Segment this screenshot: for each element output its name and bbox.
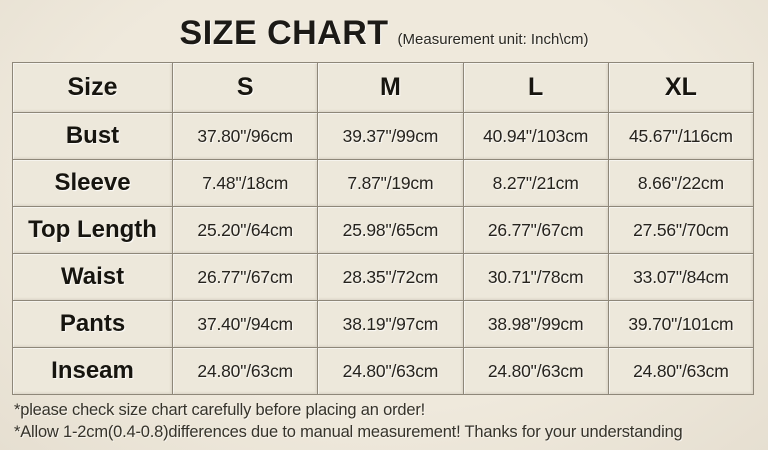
cell-bust-m: 39.37"/99cm: [318, 113, 463, 160]
cell-pants-xl: 39.70"/101cm: [608, 301, 753, 348]
table-row-waist: [13, 254, 754, 301]
table-row-bust: [13, 113, 754, 160]
cell-sleeve-xl: 8.66"/22cm: [608, 160, 753, 207]
column-header-s: S: [173, 63, 318, 113]
column-header-size: Size: [13, 63, 173, 113]
row-label-waist: Waist: [13, 254, 173, 301]
table-row-inseam: [13, 348, 754, 395]
cell-pants-m: 38.19"/97cm: [318, 301, 463, 348]
cell-waist-s: 26.77"/67cm: [173, 254, 318, 301]
cell-sleeve-l: 8.27"/21cm: [463, 160, 608, 207]
cell-pants-s: 37.40"/94cm: [173, 301, 318, 348]
note-check-chart: *please check size chart carefully before placing an order!: [14, 401, 426, 419]
cell-inseam-l: 24.80"/63cm: [463, 348, 608, 395]
table-row-sleeve: [13, 160, 754, 207]
cell-top-length-s: 25.20"/64cm: [173, 207, 318, 254]
cell-sleeve-s: 7.48"/18cm: [173, 160, 318, 207]
cell-waist-l: 30.71"/78cm: [463, 254, 608, 301]
page-subtitle: (Measurement unit: Inch\cm): [397, 31, 589, 48]
cell-bust-l: 40.94"/103cm: [463, 113, 608, 160]
row-label-top-length: Top Length: [13, 207, 173, 254]
row-label-pants: Pants: [13, 301, 173, 348]
footnotes: [14, 399, 762, 443]
cell-waist-xl: 33.07"/84cm: [608, 254, 753, 301]
row-label-sleeve: Sleeve: [13, 160, 173, 207]
column-header-m: M: [318, 63, 463, 113]
column-header-xl: XL: [608, 63, 753, 113]
cell-bust-s: 37.80"/96cm: [173, 113, 318, 160]
note-measurement-tolerance: *Allow 1-2cm(0.4-0.8)differences due to manual measurement! Thanks for your understanding: [14, 423, 683, 441]
cell-top-length-m: 25.98"/65cm: [318, 207, 463, 254]
cell-sleeve-m: 7.87"/19cm: [318, 160, 463, 207]
table-row-top-length: [13, 207, 754, 254]
cell-waist-m: 28.35"/72cm: [318, 254, 463, 301]
table-header-row: [13, 63, 754, 113]
cell-top-length-xl: 27.56"/70cm: [608, 207, 753, 254]
column-header-l: L: [463, 63, 608, 113]
row-label-bust: Bust: [13, 113, 173, 160]
table-row-pants: [13, 301, 754, 348]
title-block: [0, 0, 768, 58]
page-title: SIZE CHART: [179, 14, 389, 52]
cell-pants-l: 38.98"/99cm: [463, 301, 608, 348]
cell-top-length-l: 26.77"/67cm: [463, 207, 608, 254]
row-label-inseam: Inseam: [13, 348, 173, 395]
size-table: [12, 62, 754, 395]
cell-inseam-xl: 24.80"/63cm: [608, 348, 753, 395]
cell-bust-xl: 45.67"/116cm: [608, 113, 753, 160]
cell-inseam-m: 24.80"/63cm: [318, 348, 463, 395]
cell-inseam-s: 24.80"/63cm: [173, 348, 318, 395]
